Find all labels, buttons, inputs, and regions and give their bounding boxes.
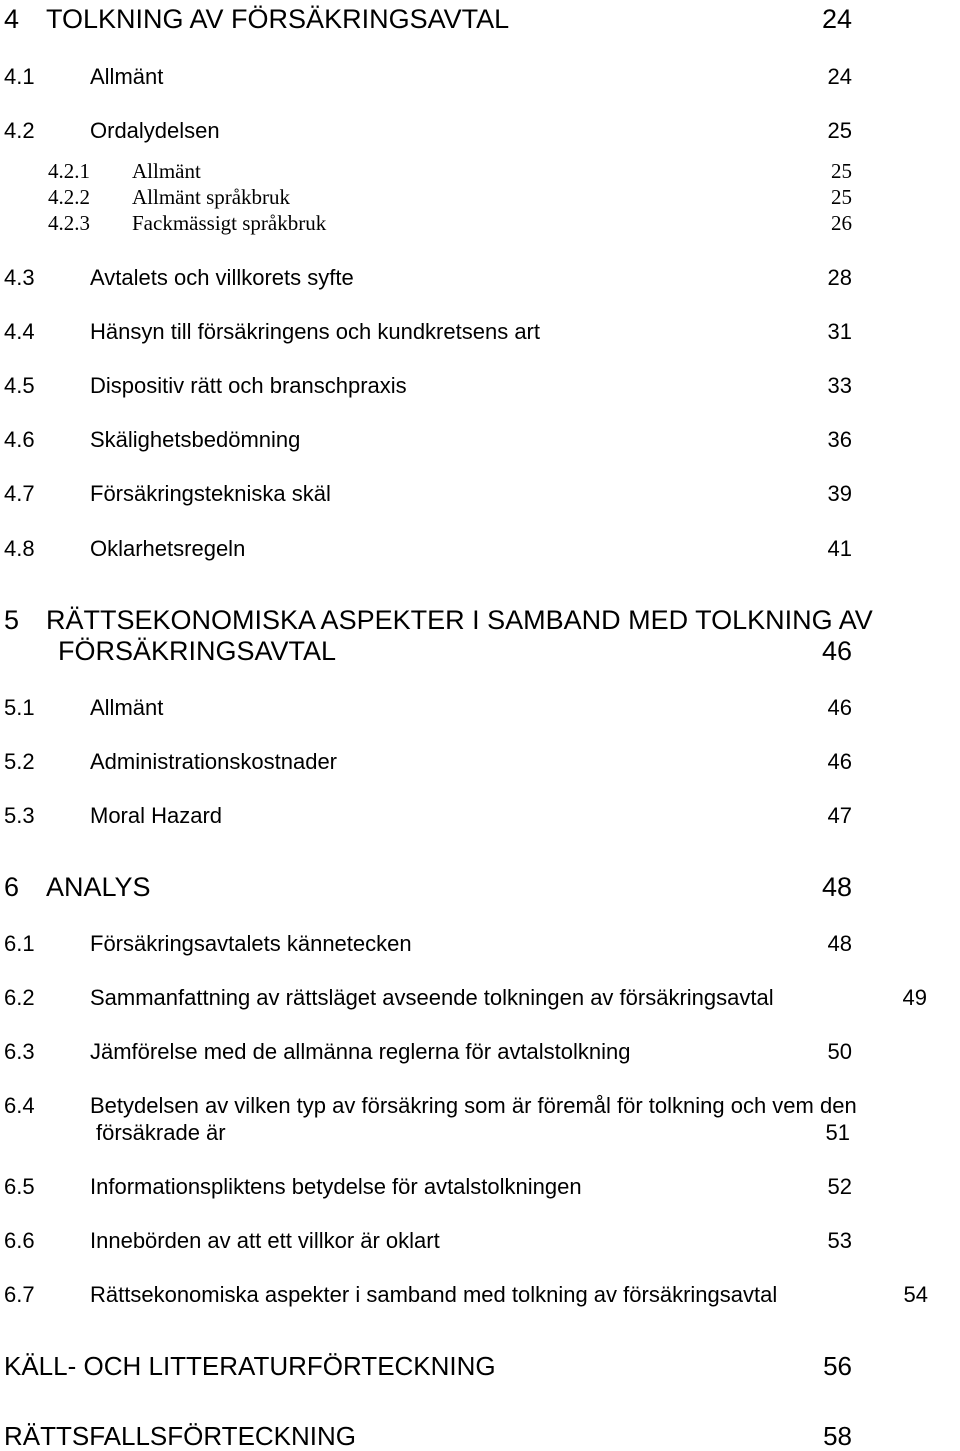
toc-title: Ordalydelsen <box>90 118 220 143</box>
toc-title: Skälighetsbedömning <box>90 427 301 452</box>
toc-title: Avtalets och villkorets syfte <box>90 265 354 290</box>
toc-page: 51 <box>825 1120 850 1145</box>
toc-number: 6.7 <box>4 1282 35 1307</box>
toc-number: 4.5 <box>4 373 35 398</box>
toc-title: TOLKNING AV FÖRSÄKRINGSAVTAL <box>46 4 510 34</box>
toc-title-continuation: försäkrade är <box>96 1120 226 1145</box>
toc-number: 4.2 <box>4 118 35 143</box>
toc-number: 5.3 <box>4 803 35 828</box>
toc-title: Informationspliktens betydelse för avtalstolkningen <box>90 1174 582 1199</box>
toc-page: 46 <box>827 749 852 774</box>
toc-page: 48 <box>827 931 852 956</box>
toc-title: ANALYS <box>46 872 151 902</box>
toc-page: 41 <box>827 536 852 561</box>
toc-number: 4 <box>4 4 20 34</box>
toc-page: 25 <box>831 185 852 209</box>
toc-page: 53 <box>827 1228 852 1253</box>
toc-number: 6.5 <box>4 1174 35 1199</box>
toc-number: 4.2.1 <box>48 159 90 183</box>
toc-number: 6.2 <box>4 985 35 1010</box>
toc-number: 5.1 <box>4 695 35 720</box>
toc-title-continuation: FÖRSÄKRINGSAVTAL <box>58 636 337 666</box>
toc-page: 50 <box>827 1039 852 1064</box>
toc-title: KÄLL- OCH LITTERATURFÖRTECKNING <box>4 1351 496 1381</box>
toc-page: 33 <box>827 373 852 398</box>
toc-page: 26 <box>831 211 852 235</box>
toc-number: 4.8 <box>4 536 35 561</box>
toc-title: Allmänt <box>90 64 164 89</box>
toc-number: 4.1 <box>4 64 35 89</box>
toc-number: 6.3 <box>4 1039 35 1064</box>
toc-number: 6.1 <box>4 931 35 956</box>
toc-number: 5.2 <box>4 749 35 774</box>
toc-title: Fackmässigt språkbruk <box>132 211 327 235</box>
toc-page: 48 <box>822 872 853 902</box>
toc-page: 47 <box>827 803 852 828</box>
toc-title: Allmänt <box>90 695 164 720</box>
toc-title: RÄTTSEKONOMISKA ASPEKTER I SAMBAND MED TOLKNING AV <box>46 605 873 635</box>
toc-page: 46 <box>822 636 853 666</box>
toc-number: 6.6 <box>4 1228 35 1253</box>
toc-number: 4.7 <box>4 481 35 506</box>
toc-number: 5 <box>4 605 20 635</box>
toc-number: 6 <box>4 872 20 902</box>
toc-title: Allmänt språkbruk <box>132 185 291 209</box>
toc-title: Sammanfattning av rättsläget avseende tolkningen av försäkringsavtal <box>90 985 774 1010</box>
toc-page: 56 <box>823 1351 852 1381</box>
toc-page: 46 <box>827 695 852 720</box>
toc-page: 25 <box>827 118 852 143</box>
toc-page: 31 <box>827 319 852 344</box>
toc-page: 52 <box>827 1174 852 1199</box>
toc-page: 28 <box>827 265 852 290</box>
toc-title: Hänsyn till försäkringens och kundkretsens art <box>90 319 540 344</box>
toc-number: 4.4 <box>4 319 35 344</box>
toc-page: 49 <box>902 985 927 1010</box>
toc-page: 24 <box>827 64 852 89</box>
toc-number: 6.4 <box>4 1093 35 1118</box>
toc-page: 24 <box>822 4 853 34</box>
toc-title: Moral Hazard <box>90 803 223 828</box>
toc-page: 39 <box>827 481 852 506</box>
toc-number: 4.2.3 <box>48 211 90 235</box>
toc-title: Administrationskostnader <box>90 749 338 774</box>
toc-title: Allmänt <box>132 159 201 183</box>
toc-title: Försäkringsavtalets kännetecken <box>90 931 412 956</box>
toc-title: Innebörden av att ett villkor är oklart <box>90 1228 440 1253</box>
toc-title: Jämförelse med de allmänna reglerna för avtalstolkning <box>90 1039 631 1064</box>
toc-number: 4.6 <box>4 427 35 452</box>
toc-title: Betydelsen av vilken typ av försäkring som är föremål för tolkning och vem den <box>90 1093 857 1118</box>
toc-title: RÄTTSFALLSFÖRTECKNING <box>4 1421 357 1451</box>
toc-title: Dispositiv rätt och branschpraxis <box>90 373 407 398</box>
toc-number: 4.3 <box>4 265 35 290</box>
toc-page: 25 <box>831 159 852 183</box>
toc-title: Oklarhetsregeln <box>90 536 246 561</box>
toc-title: Rättsekonomiska aspekter i samband med tolkning av försäkringsavtal <box>90 1282 778 1307</box>
toc-page: 54 <box>903 1282 928 1307</box>
toc-number: 4.2.2 <box>48 185 90 209</box>
toc-page: 36 <box>827 427 852 452</box>
toc-title: Försäkringstekniska skäl <box>90 481 331 506</box>
toc-page: 58 <box>823 1421 852 1451</box>
